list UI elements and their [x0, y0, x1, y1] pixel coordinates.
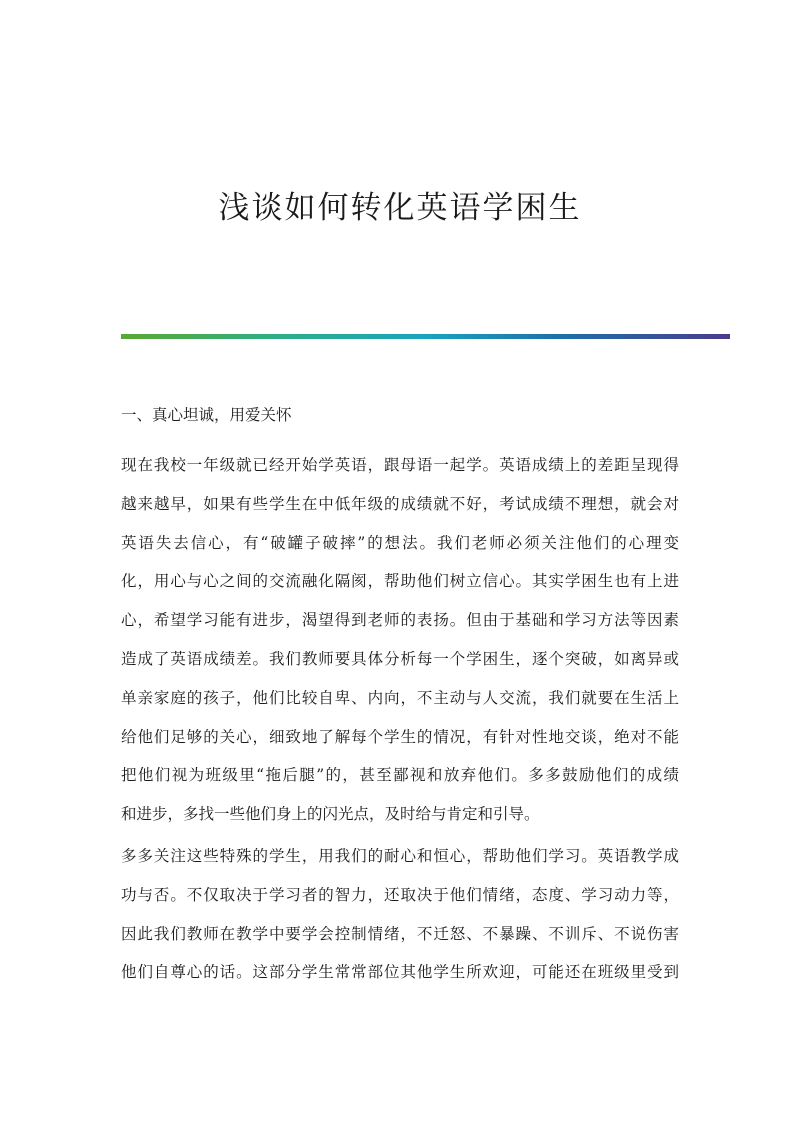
paragraph-line: 因此我们教师在教学中要学会控制情绪，不迁怒、不暴躁、不训斥、不说伤害 — [121, 924, 679, 943]
paragraph-line: 和进步，多找一些他们身上的闪光点，及时给与肯定和引导。 — [121, 805, 540, 824]
paragraph-line: 他们自尊心的话。这部分学生常常部位其他学生所欢迎，可能还在班级里受到 — [121, 963, 679, 982]
paragraph-line: 造成了英语成绩差。我们教师要具体分析每一个学困生，逐个突破，如离异或 — [121, 649, 679, 668]
paragraph-line: 多多关注这些特殊的学生，用我们的耐心和恒心，帮助他们学习。英语教学成 — [121, 846, 679, 865]
section-heading: 一、真心坦诚，用爱关怀 — [121, 406, 292, 424]
document-body — [121, 396, 679, 995]
paragraph-line: 给他们足够的关心，细致地了解每个学生的情况，有针对性地交谈，绝对不能 — [121, 727, 679, 746]
paragraph-line: 心，希望学习能有进步，渴望得到老师的表扬。但由于基础和学习方法等因素 — [121, 611, 679, 630]
paragraph-1 — [121, 446, 679, 834]
document-title: 浅谈如何转化英语学困生 — [218, 190, 582, 226]
paragraph-line: 功与否。不仅取决于学习者的智力，还取决于他们情绪，态度、学习动力等， — [121, 885, 679, 904]
paragraph-line: 把他们视为班级里“拖后腿”的，甚至鄙视和放弃他们。多多鼓励他们的成绩 — [121, 766, 679, 785]
paragraph-line: 越来越早，如果有些学生在中低年级的成绩就不好，考试成绩不理想，就会对 — [121, 494, 679, 513]
paragraph-2 — [121, 837, 679, 992]
title-divider-rule — [121, 334, 730, 339]
paragraph-line: 英语失去信心，有“破罐子破摔”的想法。我们老师必须关注他们的心理变 — [121, 533, 679, 552]
paragraph-line: 现在我校一年级就已经开始学英语，跟母语一起学。英语成绩上的差距呈现得 — [121, 456, 679, 474]
paragraph-line: 化，用心与心之间的交流融化隔阂，帮助他们树立信心。其实学困生也有上进 — [121, 572, 679, 591]
paragraph-line: 单亲家庭的孩子，他们比较自卑、内向，不主动与人交流，我们就要在生活上 — [121, 688, 679, 707]
